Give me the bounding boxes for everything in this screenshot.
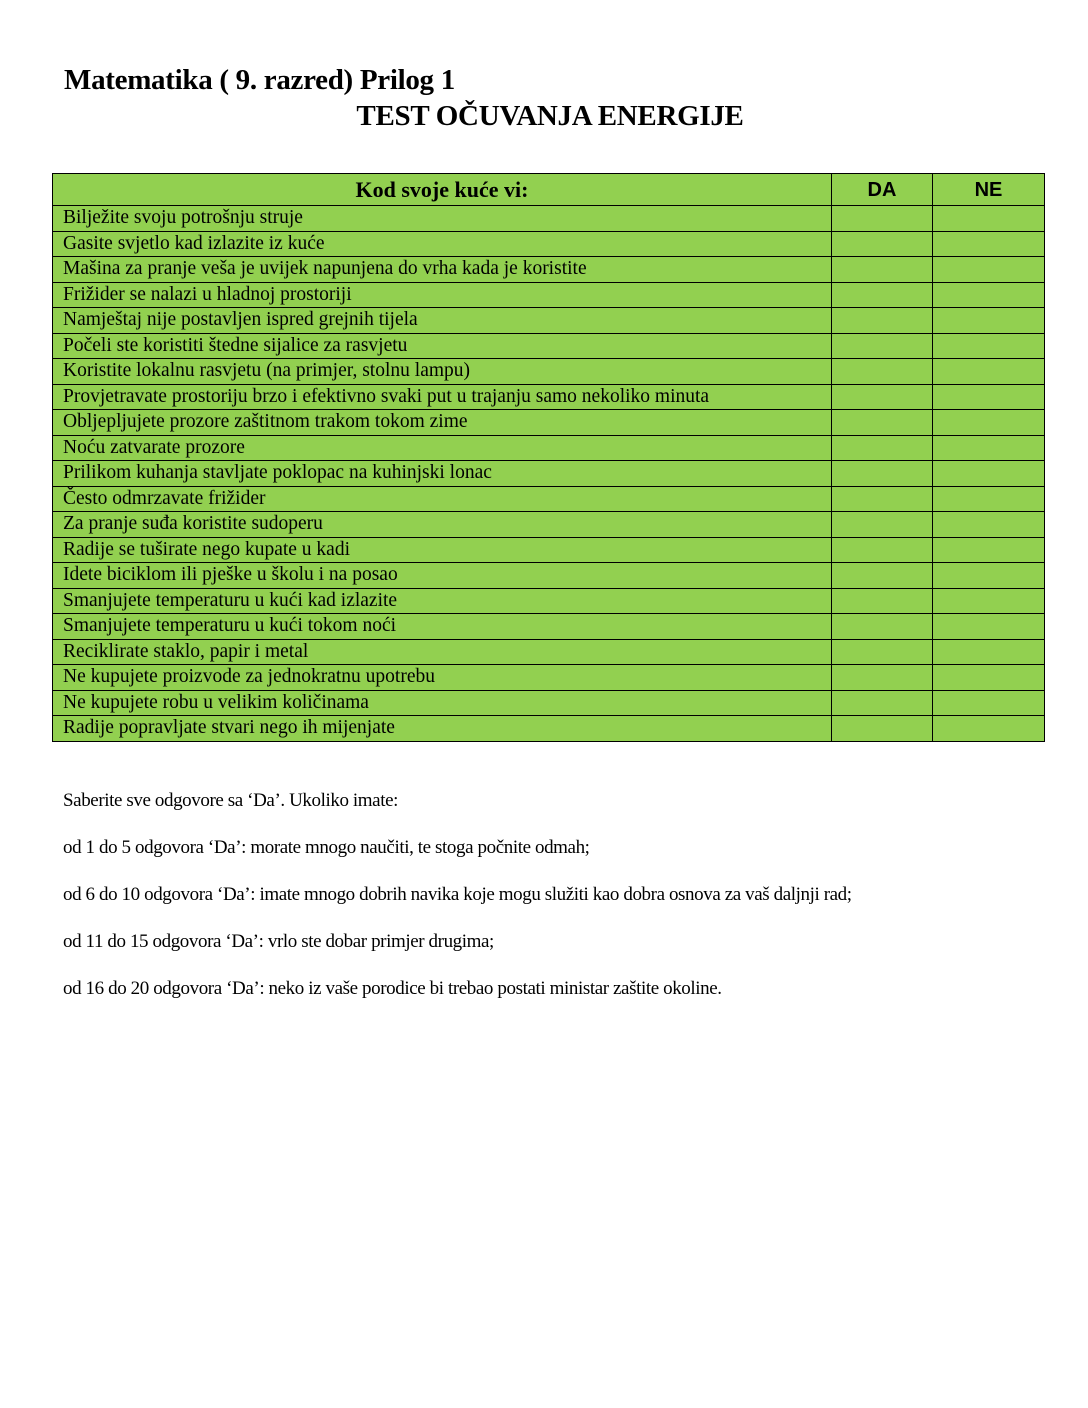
yes-answer-cell[interactable] [832, 308, 933, 334]
table-row [53, 231, 1045, 257]
table-row [53, 308, 1045, 334]
table-row [53, 639, 1045, 665]
document-subject-line: Matematika ( 9. razred) Prilog 1 [64, 64, 455, 96]
table-row [53, 359, 1045, 385]
table-row [53, 461, 1045, 487]
no-answer-cell[interactable] [933, 461, 1045, 487]
no-answer-cell[interactable] [933, 257, 1045, 283]
scoring-range-16-20: od 16 do 20 odgovora ‘Da’: neko iz vaše porodice bi trebao postati ministar zaštite okoline. [63, 978, 722, 999]
no-answer-cell[interactable] [933, 206, 1045, 232]
scoring-intro: Saberite sve odgovore sa ‘Da’. Ukoliko imate: [63, 790, 398, 811]
scoring-range-1-5: od 1 do 5 odgovora ‘Da’: morate mnogo naučiti, te stoga počnite odmah; [63, 837, 590, 858]
question-cell: Radije se tuširate nego kupate u kadi [53, 537, 832, 563]
no-answer-cell[interactable] [933, 512, 1045, 538]
yes-answer-cell[interactable] [832, 537, 933, 563]
question-cell: Ne kupujete proizvode za jednokratnu upotrebu [53, 665, 832, 691]
question-cell: Reciklirate staklo, papir i metal [53, 639, 832, 665]
table-row [53, 410, 1045, 436]
document-title: TEST OČUVANJA ENERGIJE [356, 100, 744, 132]
question-cell: Frižider se nalazi u hladnoj prostoriji [53, 282, 832, 308]
yes-answer-cell[interactable] [832, 410, 933, 436]
table-row [53, 716, 1045, 742]
no-answer-cell[interactable] [933, 282, 1045, 308]
yes-answer-cell[interactable] [832, 639, 933, 665]
no-answer-cell[interactable] [933, 231, 1045, 257]
no-answer-cell[interactable] [933, 333, 1045, 359]
no-answer-cell[interactable] [933, 639, 1045, 665]
table-header-row [53, 174, 1045, 206]
no-answer-cell[interactable] [933, 563, 1045, 589]
table-row [53, 588, 1045, 614]
no-answer-cell[interactable] [933, 537, 1045, 563]
question-cell: Oblјеplјujete prozore zaštitnom trakom tokom zime [53, 410, 832, 436]
question-cell: Smanjujete temperaturu u kući kad izlazite [53, 588, 832, 614]
yes-answer-cell[interactable] [832, 359, 933, 385]
question-cell: Namještaj nije postavljen ispred grejnih tijela [53, 308, 832, 334]
yes-answer-cell[interactable] [832, 231, 933, 257]
table-row [53, 384, 1045, 410]
yes-answer-cell[interactable] [832, 588, 933, 614]
question-cell: Često odmrzavate frižider [53, 486, 832, 512]
table-row [53, 665, 1045, 691]
table-row [53, 333, 1045, 359]
yes-answer-cell[interactable] [832, 257, 933, 283]
yes-answer-cell[interactable] [832, 435, 933, 461]
question-cell: Radije popravljate stvari nego ih mijenjate [53, 716, 832, 742]
yes-answer-cell[interactable] [832, 665, 933, 691]
yes-answer-cell[interactable] [832, 512, 933, 538]
question-cell: Idete biciklom ili pješke u školu i na posao [53, 563, 832, 589]
question-cell: Za pranje suđa koristite sudoperu [53, 512, 832, 538]
yes-answer-cell[interactable] [832, 384, 933, 410]
scoring-notes [63, 788, 1073, 1023]
no-answer-cell[interactable] [933, 410, 1045, 436]
yes-answer-cell[interactable] [832, 333, 933, 359]
table-row [53, 537, 1045, 563]
yes-answer-cell[interactable] [832, 486, 933, 512]
question-cell: Gasite svjetlo kad izlazite iz kuće [53, 231, 832, 257]
question-cell: Mašina za pranje veša je uvijek napunjena do vrha kada je koristite [53, 257, 832, 283]
question-cell: Ne kupujete robu u velikim količinama [53, 690, 832, 716]
no-answer-cell[interactable] [933, 359, 1045, 385]
scoring-range-6-10: od 6 do 10 odgovora ‘Da’: imate mnogo dobrih navika koje mogu služiti kao dobra osnova za vaš daljnji rad; [63, 884, 852, 905]
question-cell: Koristite lokalnu rasvjetu (na primjer, stolnu lampu) [53, 359, 832, 385]
table-row [53, 563, 1045, 589]
energy-test-table [52, 173, 1045, 742]
question-cell: Provjetravate prostoriju brzo i efektivno svaki put u trajanju samo nekoliko minuta [53, 384, 832, 410]
table-row [53, 512, 1045, 538]
question-cell: Prilikom kuhanja stavljate poklopac na kuhinjski lonac [53, 461, 832, 487]
table-row [53, 690, 1045, 716]
no-column-header: NE [933, 174, 1045, 206]
yes-column-header: DA [832, 174, 933, 206]
no-answer-cell[interactable] [933, 665, 1045, 691]
question-column-header: Kod svoje kuće vi: [53, 174, 832, 206]
table-body [53, 206, 1045, 742]
no-answer-cell[interactable] [933, 614, 1045, 640]
question-cell: Noću zatvarate prozore [53, 435, 832, 461]
table-row [53, 206, 1045, 232]
question-cell: Bilježite svoju potrošnju struje [53, 206, 832, 232]
table-row [53, 282, 1045, 308]
yes-answer-cell[interactable] [832, 461, 933, 487]
no-answer-cell[interactable] [933, 716, 1045, 742]
table-row [53, 486, 1045, 512]
table-row [53, 257, 1045, 283]
no-answer-cell[interactable] [933, 384, 1045, 410]
table-row [53, 435, 1045, 461]
table-row [53, 614, 1045, 640]
yes-answer-cell[interactable] [832, 282, 933, 308]
question-cell: Smanjujete temperaturu u kući tokom noći [53, 614, 832, 640]
no-answer-cell[interactable] [933, 308, 1045, 334]
yes-answer-cell[interactable] [832, 690, 933, 716]
yes-answer-cell[interactable] [832, 614, 933, 640]
no-answer-cell[interactable] [933, 690, 1045, 716]
yes-answer-cell[interactable] [832, 716, 933, 742]
question-cell: Počeli ste koristiti štedne sijalice za rasvjetu [53, 333, 832, 359]
no-answer-cell[interactable] [933, 588, 1045, 614]
no-answer-cell[interactable] [933, 486, 1045, 512]
scoring-range-11-15: od 11 do 15 odgovora ‘Da’: vrlo ste dobar primjer drugima; [63, 931, 494, 952]
yes-answer-cell[interactable] [832, 563, 933, 589]
yes-answer-cell[interactable] [832, 206, 933, 232]
no-answer-cell[interactable] [933, 435, 1045, 461]
